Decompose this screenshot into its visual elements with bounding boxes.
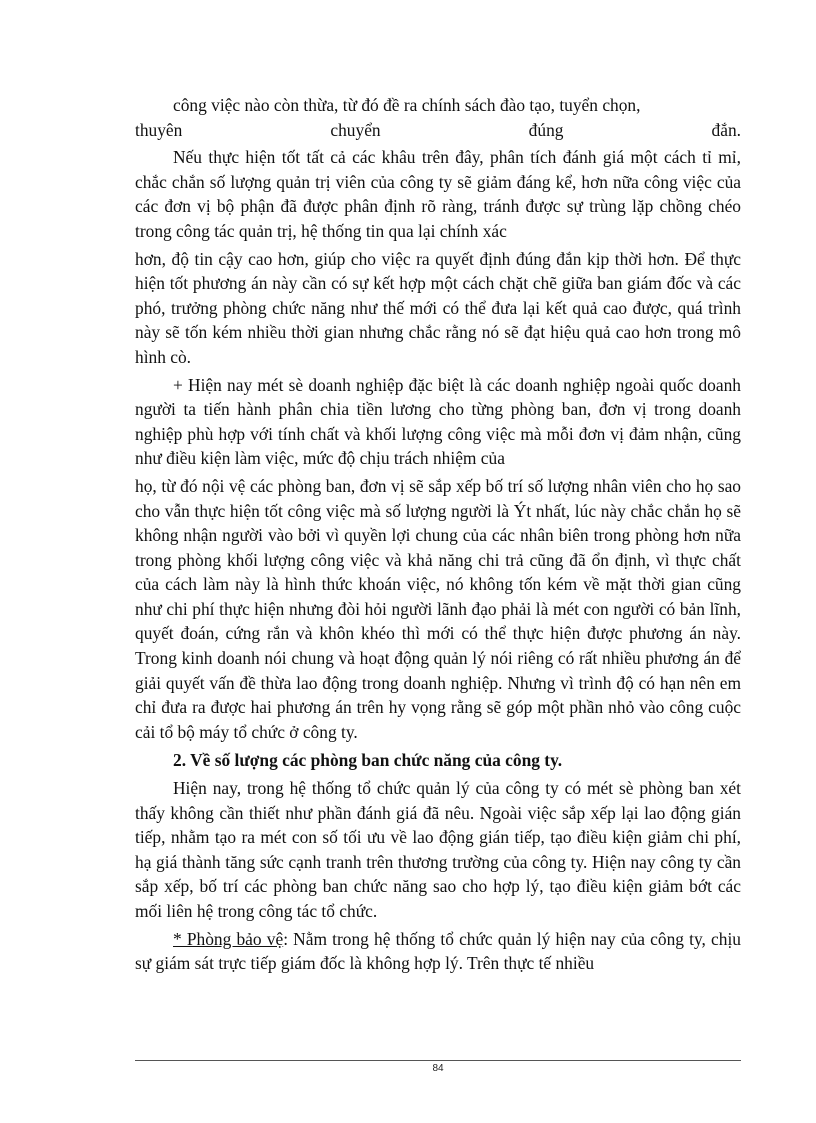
paragraph-continued-end: thuyên chuyển đúng đắn. xyxy=(135,119,741,140)
footer-divider xyxy=(135,1060,741,1061)
paragraph-reliability: hơn, độ tin cậy cao hơn, giúp cho việc ra quyết định đúng đắn kịp thời hơn. Để thực hiện tốt phương án này cần có sự kết hợp một cách chặt chẽ giữa ban giám đốc và các phó, trưởng phòng chức năng như thế mới có thể đưa lại kết quả cao được, quá trình này sẽ tốn kém nhiều thời gian nhưng chắc rằng nó sẽ đạt hiệu quả cao hơn trong mô hình cò. xyxy=(135,248,741,367)
document-body xyxy=(135,93,741,976)
paragraph-staff-arrangement: họ, từ đó nội vệ các phòng ban, đơn vị sẽ sắp xếp bố trí số lượng nhân viên cho họ sao cho vẫn thực hiện tốt công việc mà số lượng người là Ýt nhất, lúc này chắc chắn họ sẽ không nhận người vào bởi vì quyền lợi chung của các nhân biên trong phòng hơn nữa trong phòng khối lượng công việc và khả năng chi trả cũng đã ổn định, vì thực chất của cách làm này là hình thức khoán việc, nó không tốn kém về mặt thời gian cũng như chi phí thực hiện nhưng đòi hỏi người lãnh đạo phải là mét con người có bản lĩnh, quyết đoán, cứng rắn và khôn khéo thì mới có thể thực hiện được phương án này. Trong kinh doanh nói chung và hoạt động quản lý nói riêng có rất nhiều phương án để giải quyết vấn đề thừa lao động trong doanh nghiệp. Nhưng vì trình độ có hạn nên em chỉ đưa ra được hai phương án trên hy vọng rằng sẽ góp một phần nhỏ vào công cuộc cải tổ bộ máy tổ chức ở công ty. xyxy=(135,475,741,742)
page-number: 84 xyxy=(432,1063,444,1074)
security-department-label: * Phòng bảo vệ xyxy=(173,928,284,949)
paragraph-departments: Hiện nay, trong hệ thống tổ chức quản lý của công ty có mét sè phòng ban xét thấy không cần thiết như phần đánh giá đã nêu. Ngoài việc sắp xếp lại lao động gián tiếp, nhằm tạo ra mét con số tối ưu về lao động gián tiếp, tạo điều kiện giảm chi phí, hạ giá thành tăng sức cạnh tranh trên thương trường của công ty. Hiện nay công ty cần sắp xếp, bố trí các phòng ban chức năng sao cho hợp lý, tạo điều kiện giảm bớt các mối liên hệ trong công tác tổ chức. xyxy=(135,778,741,921)
paragraph-salary-allocation: + Hiện nay mét sè doanh nghiệp đặc biệt là các doanh nghiệp ngoài quốc doanh người ta tiến hành phân chia tiền lương cho từng phòng ban, đơn vị trong doanh nghiệp phù hợp với tính chất và khối lượng công việc mà mỗi đơn vị đảm nhận, cũng như điều kiện làm việc, mức độ chịu trách nhiệm của xyxy=(135,374,741,469)
security-department-text: : Nằm trong hệ thống tổ chức quản lý hiện nay của công ty, chịu sự giám sát trực tiếp giám đốc là không hợp lý. Trên thực tế nhiều xyxy=(135,928,741,974)
section-heading: 2. Về số lượng các phòng ban chức năng của công ty. xyxy=(173,750,563,771)
paragraph-continued-line: công việc nào còn thừa, từ đó đề ra chính sách đào tạo, tuyển chọn, xyxy=(173,95,641,115)
paragraph-security-department xyxy=(135,927,741,976)
paragraph-implementation: Nếu thực hiện tốt tất cả các khâu trên đây, phân tích đánh giá một cách tỉ mỉ, chắc chắn số lượng quản trị viên của công ty sẽ giảm đáng kể, hơn nữa công việc của các đơn vị bộ phận đã được phân định rõ ràng, tránh được sự trùng lặp chồng chéo trong công tác quản trị, hệ thống tin qua lại chính xác xyxy=(135,147,741,241)
